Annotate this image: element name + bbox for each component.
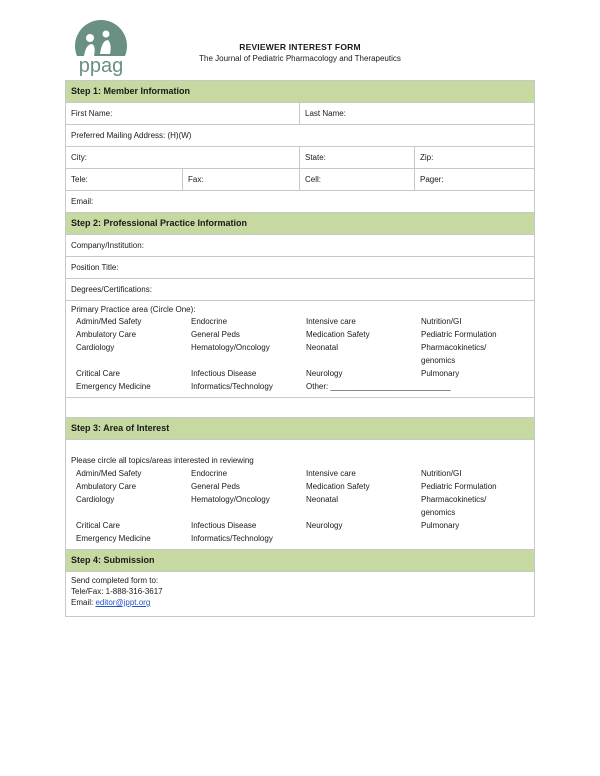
practice-option[interactable]: genomics [421, 356, 456, 365]
degrees-field[interactable]: Degrees/Certifications: [71, 285, 152, 294]
interest-option[interactable]: Pharmacokinetics/ [421, 495, 487, 504]
practice-option [306, 354, 421, 367]
practice-option[interactable]: Critical Care [76, 369, 121, 378]
interest-option[interactable]: Medication Safety [306, 482, 370, 491]
practice-option [76, 354, 191, 367]
email-field[interactable]: Email: [71, 197, 94, 206]
interest-option[interactable]: Informatics/Technology [191, 534, 273, 543]
position-field[interactable]: Position Title: [71, 263, 119, 272]
step2-header: Step 2: Professional Practice Information [66, 213, 534, 235]
interest-option[interactable]: Admin/Med Safety [76, 469, 142, 478]
step3-header: Step 3: Area of Interest [66, 418, 534, 440]
practice-option[interactable]: Hematology/Oncology [191, 343, 270, 352]
tele-field[interactable]: Tele: [66, 169, 183, 190]
practice-option-other[interactable]: Other: ___________________________ [306, 382, 451, 391]
practice-option[interactable]: Admin/Med Safety [76, 317, 142, 326]
interest-option[interactable]: Neurology [306, 521, 343, 530]
practice-option[interactable]: Pediatric Formulation [421, 330, 497, 339]
practice-option [191, 354, 306, 367]
practice-area-block [66, 301, 534, 398]
practice-option [421, 380, 541, 393]
interest-option[interactable]: Critical Care [76, 521, 121, 530]
submission-block [66, 572, 534, 616]
spacer-row [66, 398, 534, 418]
submission-phone: Tele/Fax: 1-888-316-3617 [71, 587, 163, 596]
practice-area-label: Primary Practice area (Circle One): [71, 305, 196, 314]
ppag-logo [66, 20, 136, 76]
interest-option[interactable]: Endocrine [191, 469, 228, 478]
interest-option[interactable]: Hematology/Oncology [191, 495, 270, 504]
editor-email-link[interactable]: editor@jppt.org [95, 598, 151, 607]
pager-field[interactable]: Pager: [420, 175, 444, 184]
interest-option[interactable]: Infectious Disease [191, 521, 257, 530]
practice-option[interactable]: Neonatal [306, 343, 339, 352]
interest-instruction: Please circle all topics/areas interested in reviewing [71, 456, 254, 465]
interest-area-block [66, 440, 534, 550]
interest-option[interactable]: genomics [421, 508, 456, 517]
practice-option[interactable]: Medication Safety [306, 330, 370, 339]
interest-option [306, 506, 421, 519]
interest-option[interactable]: Pulmonary [421, 521, 460, 530]
practice-option[interactable]: Ambulatory Care [76, 330, 137, 339]
interest-option[interactable]: General Peds [191, 482, 240, 491]
state-field[interactable]: State: [300, 147, 415, 168]
interest-option[interactable]: Nutrition/GI [421, 469, 462, 478]
practice-option[interactable]: Pulmonary [421, 369, 460, 378]
practice-option[interactable]: Informatics/Technology [191, 382, 273, 391]
last-name-field[interactable]: Last Name: [305, 109, 346, 118]
practice-option[interactable]: General Peds [191, 330, 240, 339]
interest-option[interactable]: Emergency Medicine [76, 534, 151, 543]
fax-field[interactable]: Fax: [183, 169, 300, 190]
practice-option[interactable]: Nutrition/GI [421, 317, 462, 326]
company-field[interactable]: Company/Institution: [71, 241, 144, 250]
step4-header: Step 4: Submission [66, 550, 534, 572]
interest-option[interactable]: Cardiology [76, 495, 115, 504]
practice-option[interactable]: Pharmacokinetics/ [421, 343, 487, 352]
submission-line: Send completed form to: [71, 576, 159, 585]
practice-option[interactable]: Infectious Disease [191, 369, 257, 378]
interest-option [421, 532, 541, 545]
interest-option[interactable]: Pediatric Formulation [421, 482, 497, 491]
cell-field[interactable]: Cell: [300, 169, 415, 190]
interest-option[interactable]: Ambulatory Care [76, 482, 137, 491]
city-field[interactable]: City: [66, 147, 300, 168]
form-subtitle: The Journal of Pediatric Pharmacology and Therapeutics [199, 54, 401, 63]
interest-area-grid [66, 467, 534, 545]
form-header [170, 42, 430, 63]
practice-option[interactable]: Cardiology [76, 343, 115, 352]
practice-area-grid [66, 315, 534, 393]
interest-option[interactable]: Intensive care [306, 469, 356, 478]
form-title: REVIEWER INTEREST FORM [239, 42, 361, 52]
logo-text: ppag [78, 55, 124, 76]
submission-email [71, 597, 529, 608]
practice-option[interactable]: Emergency Medicine [76, 382, 151, 391]
interest-option [191, 506, 306, 519]
interest-option[interactable]: Neonatal [306, 495, 339, 504]
interest-option [76, 506, 191, 519]
practice-option[interactable]: Endocrine [191, 317, 228, 326]
zip-field[interactable]: Zip: [420, 153, 434, 162]
step1-header: Step 1: Member Information [66, 81, 534, 103]
reviewer-form [65, 80, 535, 617]
interest-option [306, 532, 421, 545]
first-name-field[interactable]: First Name: [66, 103, 300, 124]
practice-option[interactable]: Intensive care [306, 317, 356, 326]
mailing-address-field[interactable]: Preferred Mailing Address: (H)(W) [71, 131, 192, 140]
practice-option[interactable]: Neurology [306, 369, 343, 378]
email-label: Email: [71, 598, 96, 607]
